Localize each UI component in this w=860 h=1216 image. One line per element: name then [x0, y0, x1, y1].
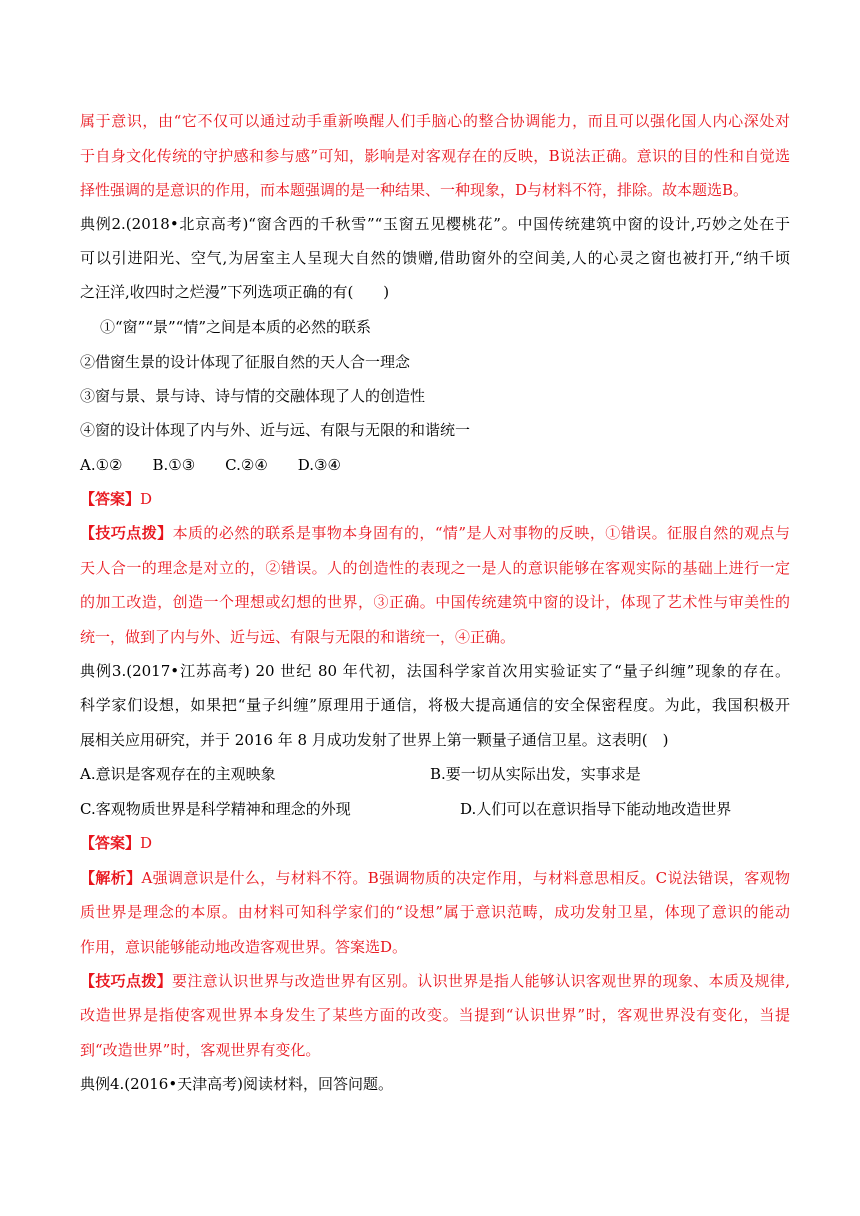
tip-label: 【技巧点拨】 — [80, 524, 173, 542]
answer-options: A.①② B.①③ C.②④ D.③④ — [80, 456, 341, 474]
tip-text: 本质的必然的联系是事物本身固有的，“情”是人对事物的反映，①错误。征服自然的观点与 — [172, 524, 790, 542]
tip-label: 【技巧点拨】 — [80, 972, 172, 990]
analysis-line — [80, 868, 790, 888]
question-stem: 可以引进阳光、空气,为居室主人呈现大自然的馈赠,借助窗外的空间美,人的心灵之窗也被打开,“纳千顷 — [80, 249, 790, 267]
tip-line: 改造世界是指使客观世界本身发生了某些方面的改变。当提到“认识世界”时，客观世界没有变化，当提 — [80, 1006, 790, 1024]
answer-line — [80, 833, 790, 853]
tip-line: 的加工改造，创造一个理想或幻想的世界，③正确。中国传统建筑中窗的设计，体现了艺术性与审美性的 — [80, 593, 790, 611]
answer-label: 【答案】 — [80, 490, 141, 508]
question-stem: 展相关应用研究，并于 2016 年 8 月成功发射了世界上第一颗量子通信卫星。这表明( ) — [80, 731, 669, 749]
question-stem: 典例4.(2016•天津高考)阅读材料，回答问题。 — [80, 1075, 394, 1093]
explanation-line: 择性强调的是意识的作用，而本题强调的是一种结果、一种现象，D与材料不符，排除。故本题选B。 — [80, 181, 749, 199]
tip-line — [80, 523, 790, 543]
question-stem: 之汪洋,收四时之烂漫”下列选项正确的有( ) — [80, 283, 390, 301]
analysis-line: 作用，意识能够能动地改造客观世界。答案选D。 — [80, 938, 408, 956]
analysis-line: 质世界是理念的本原。由材料可知科学家们的“设想”属于意识范畴，成功发射卫星，体现了意识的能动 — [80, 903, 790, 921]
option-b: B.要一切从实际出发，实事求是 — [430, 765, 641, 783]
answer-value: D — [140, 490, 153, 508]
tip-line — [80, 971, 790, 991]
tip-line: 到“改造世界”时，客观世界有变化。 — [80, 1041, 321, 1059]
statement-item: ③窗与景、景与诗、诗与情的交融体现了人的创造性 — [80, 387, 426, 405]
explanation-line: 属于意识，由“它不仅可以通过动手重新唤醒人们手脑心的整合协调能力，而且可以强化国人内心深处对 — [80, 112, 790, 130]
explanation-line: 于自身文化传统的守护感和参与感”可知，影响是对客观存在的反映，B说法正确。意识的目的性和自觉选 — [80, 147, 790, 165]
question-stem: 典例3.(2017•江苏高考) 20 世纪 80 年代初，法国科学家首次用实验证实了“量子纠缠”现象的存在。 — [80, 662, 790, 680]
option-a: A.意识是客观存在的主观映象 — [80, 765, 276, 783]
statement-item: ①“窗”“景”“情”之间是本质的必然的联系 — [100, 318, 372, 336]
analysis-label: 【解析】 — [80, 869, 142, 887]
tip-line: 统一，做到了内与外、近与远、有限与无限的和谐统一，④正确。 — [80, 628, 516, 646]
tip-text: 要注意认识世界与改造世界有区别。认识世界是指人能够认识客观世界的现象、本质及规律, — [171, 972, 790, 990]
option-c: C.客观物质世界是科学精神和理念的外现 — [80, 800, 351, 818]
statement-item: ②借窗生景的设计体现了征服自然的天人合一理念 — [80, 353, 411, 371]
statement-item: ④窗的设计体现了内与外、近与远、有限与无限的和谐统一 — [80, 421, 471, 439]
answer-value: D — [140, 834, 153, 852]
question-stem: 典例2.(2018•北京高考)“窗含西的千秋雪”“玉窗五见樱桃花”。中国传统建筑中窗的设计,巧妙之处在于 — [80, 215, 790, 233]
option-d: D.人们可以在意识指导下能动地改造世界 — [460, 800, 732, 818]
question-stem: 科学家们设想，如果把“量子纠缠”原理用于通信，将极大提高通信的安全保密程度。为此，我国积极开 — [80, 696, 790, 714]
answer-label: 【答案】 — [80, 834, 141, 852]
analysis-text: A强调意识是什么，与材料不符。B强调物质的决定作用，与材料意思相反。C说法错误，客观物 — [141, 869, 790, 887]
tip-line: 天人合一的理念是对立的，②错误。人的创造性的表现之一是人的意识能够在客观实际的基础上进行一定 — [80, 559, 790, 577]
answer-options — [80, 799, 790, 819]
answer-line — [80, 489, 790, 509]
answer-options — [80, 764, 790, 784]
